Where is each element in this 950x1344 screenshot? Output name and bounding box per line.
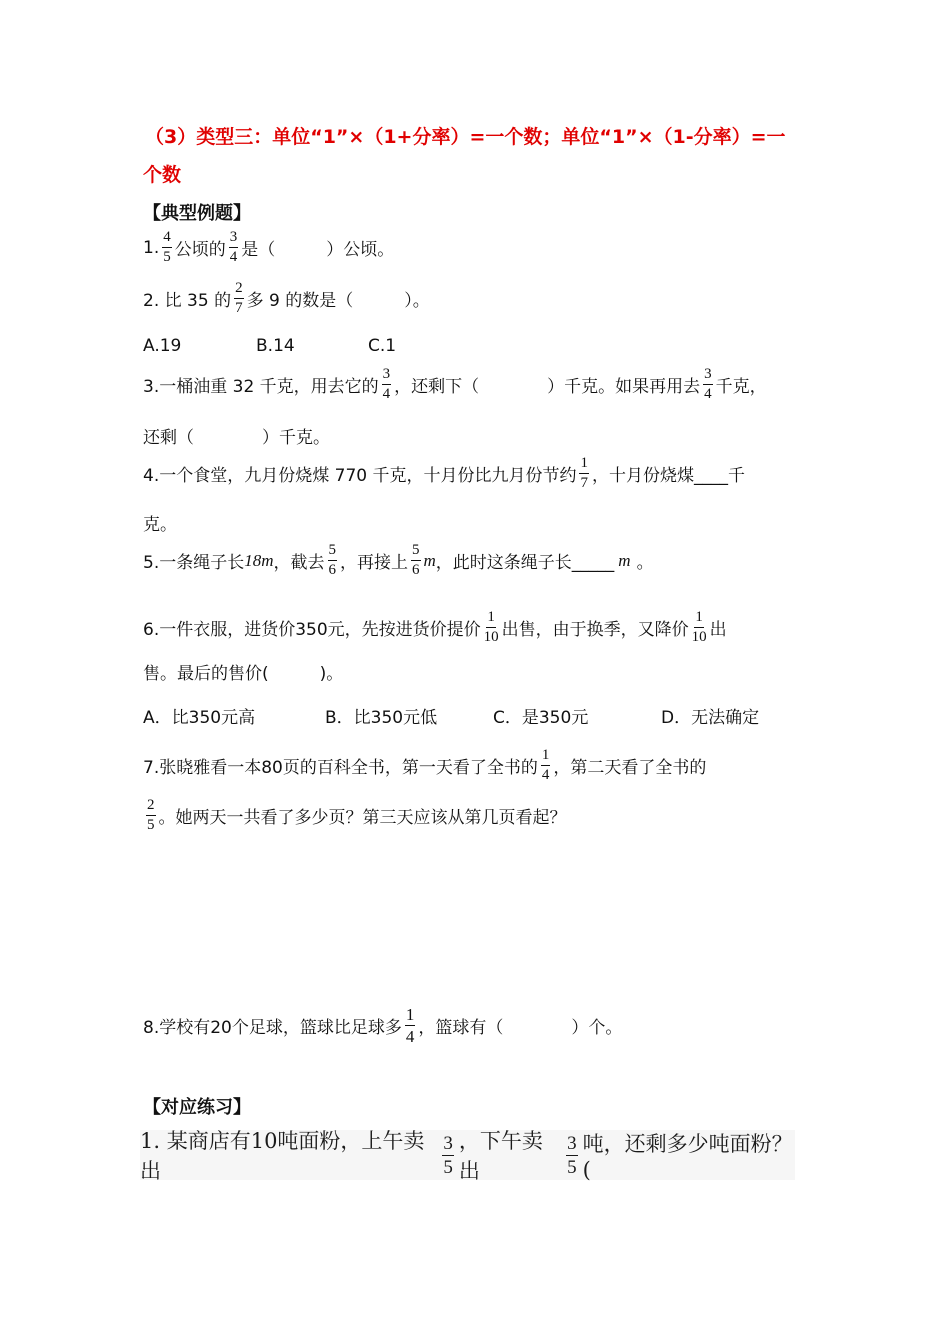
examples-section-title: 【典型例题】 [143, 203, 251, 224]
question-8 [143, 1006, 622, 1045]
question-8-text-b: ，篮球有（ ）个。 [418, 1018, 623, 1038]
question-3-text-c: 千克， [715, 377, 767, 397]
fraction-denominator: 5 [443, 1156, 453, 1178]
question-4-text-b: ，十月份烧煤____千 [591, 466, 745, 486]
question-2-text-a: 2. 比 35 的 [143, 291, 232, 311]
fraction-denominator: 4 [541, 767, 550, 783]
fraction-denominator: 7 [580, 475, 588, 491]
fraction-numerator: 1 [694, 610, 704, 628]
question-6 [143, 610, 727, 645]
fraction-4-5 [162, 230, 172, 265]
fraction-denominator: 4 [382, 386, 391, 402]
fraction-2-5 [146, 798, 156, 833]
unit-meter: m [618, 550, 631, 570]
practice-1-text-b: ，下午卖出 [458, 1129, 543, 1183]
fraction-denominator: 5 [147, 817, 155, 833]
fraction-2-7 [234, 281, 244, 316]
section-heading-line2: 个数 [143, 164, 182, 186]
question-5-text-a: 5.一条绳子长 [143, 553, 245, 573]
practice-1-scanned-line [140, 1129, 795, 1183]
question-1-text-a: 公顷的 [174, 240, 226, 260]
q6-option-c: C．是350元 [493, 708, 589, 728]
fraction-denominator: 10 [483, 629, 499, 645]
fraction-5-6 [328, 543, 338, 578]
question-5-text-d: ，此时这条绳子长_____ [435, 553, 615, 573]
fraction-1-4 [541, 748, 551, 783]
unit-meter: m [423, 550, 436, 570]
fraction-numerator: 3 [567, 1132, 577, 1154]
fraction-denominator: 6 [328, 562, 337, 578]
question-1-number: 1. [143, 237, 160, 258]
fraction-denominator: 4 [704, 386, 712, 402]
fraction-numerator: 3 [382, 367, 392, 385]
fraction-denominator: 6 [412, 562, 420, 578]
fraction-denominator: 5 [163, 249, 171, 265]
fraction-numerator: 3 [703, 367, 713, 385]
q2-option-c: C.1 [368, 336, 397, 356]
question-4-text-a: 4.一个食堂，九月份烧煤 770 千克，十月份比九月份节约 [143, 466, 577, 486]
fraction-1-4 [405, 1006, 416, 1045]
fraction-numerator: 2 [146, 798, 156, 816]
question-3-text-b: ，还剩下（ ）千克。如果再用去 [394, 377, 701, 397]
fraction-numerator: 1 [541, 748, 551, 766]
question-7-text-c: 。她两天一共看了多少页？第三天应该从第几页看起？ [158, 808, 567, 828]
fraction-3-5 [566, 1134, 578, 1177]
fraction-denominator: 7 [235, 300, 243, 316]
question-3 [143, 367, 767, 402]
fraction-1-10 [484, 610, 499, 645]
question-2-text-b: 多 9 的数是（ ）。 [246, 291, 430, 311]
fraction-denominator: 4 [405, 1027, 415, 1046]
question-6-line2: 售。最后的售价( )。 [143, 664, 344, 684]
fraction-1-7 [579, 456, 589, 491]
fraction-3-4 [703, 367, 713, 402]
practice-1-text-a: 1. 某商店有10吨面粉，上午卖出 [140, 1129, 425, 1183]
fraction-numerator: 1 [579, 456, 589, 474]
fraction-numerator: 1 [405, 1005, 415, 1024]
q6-option-d: D．无法确定 [661, 708, 760, 728]
practice-section-title: 【对应练习】 [143, 1097, 251, 1118]
question-5-text-b: ，截去 [273, 553, 325, 573]
question-6-text-b: 出售，由于换季，又降价 [501, 620, 689, 640]
question-3-text-a: 3.一桶油重 32 千克，用去它的 [143, 377, 379, 397]
question-2 [143, 281, 430, 316]
question-4 [143, 456, 745, 491]
question-7-text-b: ，第二天看了全书的 [553, 758, 707, 778]
fraction-5-6 [411, 543, 421, 578]
question-1 [143, 230, 394, 265]
q2-option-b: B.14 [256, 336, 295, 356]
question-8-text-a: 8.学校有20个足球，篮球比足球多 [143, 1018, 402, 1038]
fraction-numerator: 4 [162, 230, 172, 248]
fraction-numerator: 2 [234, 281, 244, 299]
q6-option-b: B．比350元低 [325, 708, 438, 728]
question-3-line2: 还剩（ ）千克。 [143, 428, 330, 448]
question-1-text-b: 是（ ）公顷。 [241, 240, 395, 260]
practice-1-text-c: 吨，还剩多少吨面粉？( [582, 1132, 793, 1182]
rope-length: 18m [244, 550, 274, 570]
fraction-numerator: 3 [229, 230, 239, 248]
question-5 [143, 543, 654, 578]
question-4-line2: 克。 [143, 515, 177, 535]
fraction-denominator: 5 [567, 1156, 577, 1178]
fraction-1-10 [692, 610, 707, 645]
fraction-numerator: 1 [486, 610, 496, 628]
q6-option-a: A．比350元高 [143, 708, 256, 728]
fraction-numerator: 5 [411, 543, 421, 561]
question-5-text-c: ，再接上 [340, 553, 409, 573]
fraction-3-5 [442, 1134, 454, 1177]
q2-option-a: A.19 [143, 336, 182, 356]
question-6-text-c: 出 [709, 620, 727, 640]
question-7-text-a: 7.张晓雅看一本80页的百科全书，第一天看了全书的 [143, 758, 538, 778]
question-6-text-a: 6.一件衣服，进货价350元，先按进货价提价 [143, 620, 481, 640]
question-5-text-e: 。 [636, 553, 654, 573]
question-7-line2 [143, 798, 567, 833]
fraction-denominator: 4 [229, 249, 238, 265]
question-7 [143, 748, 706, 783]
fraction-numerator: 3 [443, 1132, 453, 1154]
fraction-3-4 [382, 367, 392, 402]
fraction-3-4 [229, 230, 239, 265]
fraction-numerator: 5 [328, 543, 338, 561]
fraction-denominator: 10 [691, 629, 707, 645]
section-heading-line1: （3）类型三：单位“1”×（1+分率）=一个数；单位“1”×（1-分率）=一 [145, 126, 786, 148]
